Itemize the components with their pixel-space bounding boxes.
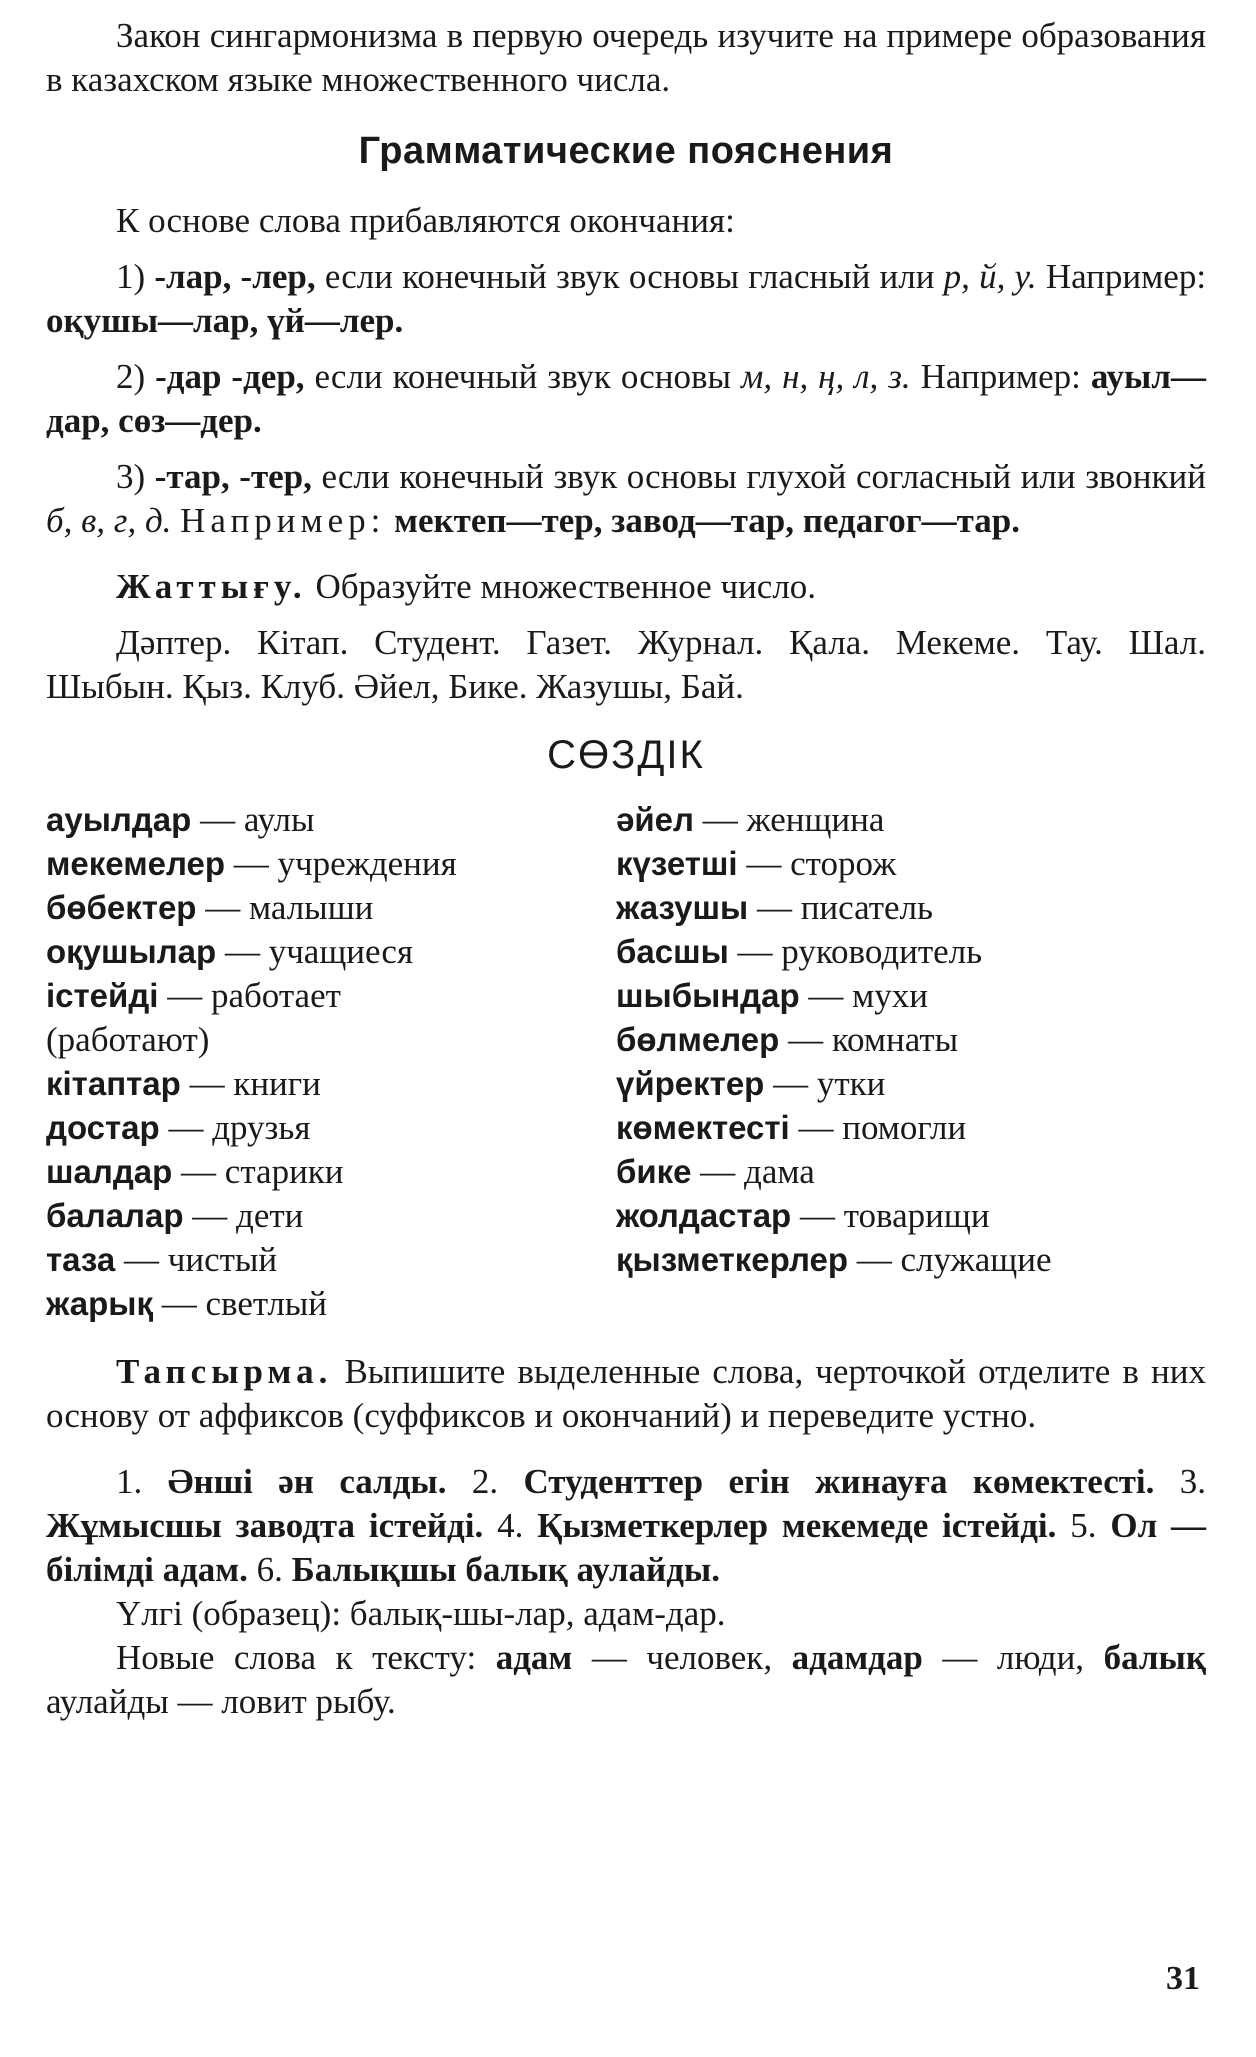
vocabulary-translation: учреждения [277,844,457,883]
rule-3-example-1: мектеп—тер, [394,501,603,540]
vocabulary-word: кітаптар [46,1065,181,1102]
new-words-paragraph [46,1636,1206,1724]
rule-2-letters: м, н, ң, л, з. [741,357,911,396]
rule-1 [46,255,1206,343]
sentence-3: Жұмысшы заводта істейді. [46,1506,484,1545]
vocabulary-word: жазушы [616,889,749,926]
vocabulary-translation: книги [233,1064,321,1103]
rule-2-example-2: сөз—дер. [118,401,262,440]
vocabulary-entry: бике — дама [616,1152,815,1191]
vocabulary-entry: жолдастар — товарищи [616,1196,990,1235]
exercise-paragraph [46,565,1206,609]
sentence-5-number: 5. [1070,1506,1097,1545]
rule-3-letters: б, в, г, д. [46,501,172,540]
vocabulary-translation: мухи [852,976,929,1015]
intro-paragraph: Закон сингармонизма в первую очередь изучите на примере образования в казахском языке множественного числа. [46,16,1206,99]
task-paragraph [46,1350,1206,1438]
vocabulary-translation: комнаты [831,1020,959,1059]
exercise-words: Дәптер. Кітап. Студент. Газет. Журнал. Қала. Мекеме. Тау. Шал. Шыбын. Қыз. Клуб. Әйел, Бике. Жазушы, Бай. [46,623,1206,706]
vocabulary-word: істейді [46,977,159,1014]
exercise-instruction: Образуйте множественное число. [315,567,817,606]
vocabulary-translation: старики [224,1152,344,1191]
vocabulary-word: жарық [46,1285,154,1322]
rule-3-example-2: завод—тар, [611,501,795,540]
rule-3 [46,455,1206,543]
vocabulary-word: достар [46,1109,160,1146]
vocabulary-translation: женщина [746,800,885,839]
vocabulary-column-left [46,798,606,1326]
sentence-4: Қызметкерлер мекемеде істейді. [537,1506,1057,1545]
vocabulary-translation: товарищи [843,1196,990,1235]
vocabulary-translation: учащиеся [268,932,414,971]
vocabulary-word: басшы [616,933,729,970]
vocabulary-entry: қызметкерлер — служащие [616,1240,1052,1279]
vocabulary-entry: шыбындар — мухи [616,976,929,1015]
task-label: Тапсырма. [116,1352,333,1391]
vocabulary-translation: (работают) [46,1020,210,1059]
vocabulary-entry: жарық — светлый [46,1284,328,1323]
vocabulary-entry: бөлмелер — комнаты [616,1020,959,1059]
vocabulary-word: шыбындар [616,977,800,1014]
rule-3-example-3: педагог—тар. [802,501,1020,540]
vocabulary-word: мекемелер [46,845,226,882]
vocabulary-entry: әйел — женщина [616,800,885,839]
vocabulary-entry: ауылдар — аулы [46,800,315,839]
rule-1-number: 1) [116,257,146,296]
rule-3-endings: -тар, -тер, [154,457,312,496]
new-word-3-translation: аулайды — ловит рыбу. [46,1682,396,1721]
vocabulary-entry: істейді — работает [46,976,341,1015]
vocabulary-translation: малыши [248,888,374,927]
sentence-2-number: 2. [471,1462,499,1501]
rule-3-number: 3) [116,457,146,496]
vocabulary-translation: писатель [800,888,933,927]
new-words-label: Новые слова к тексту: [116,1638,477,1677]
vocabulary-title: СӨЗДІК [547,733,705,777]
vocabulary-entry: күзетші — сторож [616,844,897,883]
rule-1-endings: -лар, -лер, [154,257,316,296]
vocabulary-word: үйректер [616,1065,765,1102]
rule-1-letters: р, й, у. [943,257,1037,296]
sentence-3-number: 3. [1179,1462,1207,1501]
vocabulary-translation: сторож [790,844,897,883]
vocabulary-entry: шалдар — старики [46,1152,344,1191]
rule-1-example-1: оқушы—лар, [46,301,259,340]
vocabulary-entry: көмектесті — помогли [616,1108,967,1147]
vocabulary-entry: таза — чистый [46,1240,278,1279]
vocabulary-entry: мекемелер — учреждения [46,844,457,883]
vocabulary-translation: аулы [243,800,315,839]
vocabulary-word: бөлмелер [616,1021,780,1058]
sentence-1: Әнші ән салды. [167,1462,447,1501]
new-word-1: адам [495,1638,573,1677]
vocabulary-word: әйел [616,801,694,838]
vocabulary-word: көмектесті [616,1109,790,1146]
vocabulary-translation: чистый [167,1240,278,1279]
lead-sentence: К основе слова прибавляются окончания: [116,201,735,240]
vocabulary-column-right [616,798,1206,1326]
task-instruction: Выпишите выделенные слова, черточкой отделите в них основу от аффиксов (суффиксов и окончаний) и переведите устно. [46,1352,1206,1435]
sentence-2: Студенттер егін жинауға көмектесті. [523,1462,1155,1501]
vocabulary-translation: дама [744,1152,815,1191]
exercise-label: Жаттығу. [116,567,307,606]
sentence-6-number: 6. [256,1550,283,1589]
rule-2 [46,355,1206,443]
vocabulary-translation: работает [210,976,341,1015]
rule-3-text: если конечный звук основы глухой согласный или звонкий [321,457,1206,496]
vocabulary-entry: достар — друзья [46,1108,311,1147]
vocabulary-entry: балалар — дети [46,1196,304,1235]
rule-1-text: если конечный звук основы гласный или [324,257,935,296]
rule-2-example-1: ауыл—дар, [46,357,1206,440]
new-word-1-translation: — человек, [591,1638,773,1677]
vocabulary-translation: руководитель [781,932,983,971]
vocabulary-word: шалдар [46,1153,173,1190]
vocabulary-entry: кітаптар — книги [46,1064,321,1103]
textbook-page [46,14,1206,1724]
vocabulary-word: балалар [46,1197,184,1234]
vocabulary-word: таза [46,1241,116,1278]
vocabulary-entry: жазушы — писатель [616,888,933,927]
section-heading: Грамматические пояснения [358,130,894,172]
new-word-2-translation: — люди, [942,1638,1085,1677]
rule-2-endings: -дар -дер, [155,357,305,396]
vocabulary-list [46,798,1206,1326]
rule-1-example-2: үй—лер. [267,301,404,340]
vocabulary-entry: басшы — руководитель [616,932,983,971]
vocabulary-word: ауылдар [46,801,192,838]
sentence-1-number: 1. [116,1462,143,1501]
page-number: 31 [1166,1960,1200,1997]
vocabulary-entry: үйректер — утки [616,1064,886,1103]
rule-2-text: если конечный звук основы [314,357,732,396]
rule-2-example-label: Например: [920,357,1081,396]
vocabulary-word: қызметкерлер [616,1241,849,1278]
vocabulary-translation: друзья [212,1108,311,1147]
rule-2-number: 2) [116,357,146,396]
new-word-2: адамдар [791,1638,923,1677]
vocabulary-translation: помогли [842,1108,967,1147]
new-word-3: балық [1103,1638,1207,1677]
vocabulary-word: оқушылар [46,933,217,970]
vocabulary-translation: служащие [900,1240,1052,1279]
vocabulary-entry: оқушылар — учащиеся [46,932,414,971]
vocabulary-entry: бөбектер — малыши [46,888,374,927]
vocabulary-word: бике [616,1153,692,1190]
vocabulary-translation: светлый [205,1284,328,1323]
rule-1-example-label: Например: [1045,257,1207,296]
vocabulary-translation: утки [816,1064,886,1103]
sentence-5: Ол — білімді адам. [46,1506,1207,1589]
vocabulary-word: жолдастар [616,1197,792,1234]
sentence-4-number: 4. [497,1506,524,1545]
rule-3-example-label: Например: [180,501,386,540]
sample-line: Үлгі (образец): балық-шы-лар, адам-дар. [116,1594,726,1633]
sentence-6: Балықшы балық аулайды. [291,1550,720,1589]
vocabulary-word: күзетші [616,845,738,882]
vocabulary-word: бөбектер [46,889,197,926]
vocabulary-entry [46,1018,606,1062]
sentences-paragraph [46,1460,1206,1592]
vocabulary-translation: дети [236,1196,304,1235]
